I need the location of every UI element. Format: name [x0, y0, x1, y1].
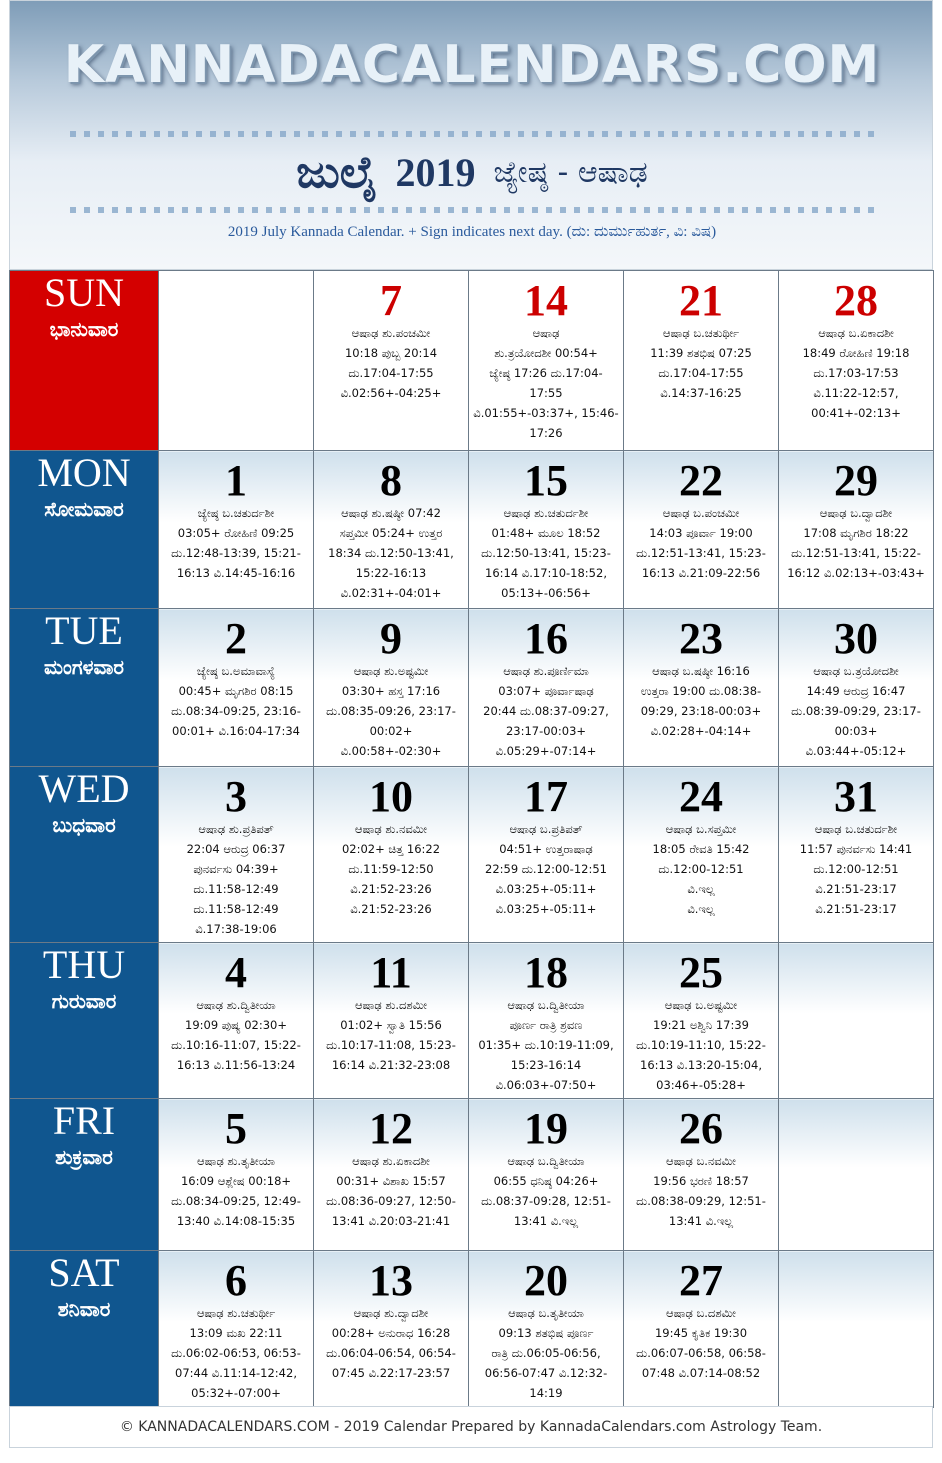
panchanga-details: ಆಷಾಢ ಬ.ಪ್ರತಿಪತ್ 04:51+ ಉತ್ತರಾಷಾಢ 22:59 ದು.12:00-12:51 ವಿ.03:25+-05:11+ ವಿ.03:25+-05:11+ — [485, 822, 607, 916]
calendar-grid — [9, 270, 934, 1408]
panchanga-details: ಆಷಾಢ ಶು.ದ್ವಾದಶೀ 00:28+ ಅನುರಾಧ 16:28 ದು.06:04-06:54, 06:54- 07:45 ವಿ.22:17-23:57 — [326, 1306, 456, 1380]
panchanga-details: ಆಷಾಢ ಶು.ತೃತೀಯಾ 16:09 ಆಶ್ಲೇಷ 00:18+ ದು.08:34-09:25, 12:49- 13:40 ವಿ.14:08-15:35 — [171, 1154, 301, 1228]
panchanga-details: ಆಷಾಢ ಶು.ದಶಮೀ 01:02+ ಸ್ವಾತಿ 15:56 ದು.10:17-11:08, 15:23- 16:14 ವಿ.21:32-23:08 — [326, 998, 456, 1072]
weekday-header-thu — [10, 943, 159, 1099]
panchanga-details: ಆಷಾಢ ಶು.ಪಂಚಮೀ 10:18 ಪುಬ್ಬ 20:14 ದು.17:04-17:55 ವಿ.02:56+-04:25+ — [340, 326, 442, 400]
day-cell — [469, 1251, 624, 1408]
lunar-months: ಜ್ಯೇಷ್ಠ - ಆಷಾಢ — [493, 155, 648, 190]
calendar-subtitle: 2019 July Kannada Calendar. + Sign indicates next day. (ದು: ದುರ್ಮುಹುರ್ತ, ವಿ: ವಿಷ) — [227, 224, 717, 240]
day-cell — [314, 943, 469, 1099]
panchanga-details: ಆಷಾಢ ಬ.ದ್ವಿತೀಯಾ ಪೂರ್ಣ ರಾತ್ರಿ ಶ್ರವಣ 01:35+ ದು.10:19-11:09, 15:23-16:14 ವಿ.06:03+-07:50+ — [478, 998, 614, 1092]
day-number: 29 — [834, 456, 878, 505]
empty-cell — [159, 271, 314, 451]
day-cell — [624, 767, 779, 943]
day-cell — [469, 271, 624, 451]
day-number: 1 — [225, 456, 247, 505]
week-row-sat — [10, 1251, 934, 1408]
panchanga-details: ಆಷಾಢ ಶು.ಪೂರ್ಣಿಮಾ 03:07+ ಪೂರ್ವಾಷಾಢ 20:44 ದು.08:37-09:27, 23:17-00:03+ ವಿ.05:29+-07:14+ — [483, 664, 609, 758]
day-cell — [314, 609, 469, 767]
panchanga-details: ಆಷಾಢ ಬ.ಚತುರ್ದಶೀ 11:57 ಪುನರ್ವಸು 14:41 ದು.12:00-12:51 ವಿ.21:51-23:17 ವಿ.21:51-23:17 — [799, 822, 913, 916]
day-number: 21 — [679, 276, 723, 325]
day-cell — [469, 609, 624, 767]
site-title: KANNADACALENDARS.COM — [63, 35, 881, 95]
panchanga-details: ಆಷಾಢ ಬ.ದ್ವಾದಶೀ 17:08 ಮೃಗಶಿರ 18:22 ದು.12:51-13:41, 15:22- 16:12 ವಿ.02:13+-03:43+ — [787, 506, 925, 580]
panchanga-details: ಆಷಾಢ ಶು.ಅಷ್ಟಮೀ 03:30+ ಹಸ್ತ 17:16 ದು.08:35-09:26, 23:17- 00:02+ ವಿ.00:58+-02:30+ — [326, 664, 456, 758]
weekday-kannada: ಸೋಮವಾರ — [44, 497, 124, 521]
day-number: 13 — [369, 1256, 413, 1305]
day-number: 23 — [679, 614, 723, 663]
day-number: 25 — [679, 948, 723, 997]
day-cell — [624, 271, 779, 451]
panchanga-details: ಆಷಾಢ ಬ.ಪಂಚಮೀ 14:03 ಪೂರ್ವಾ 19:00 ದು.12:51-13:41, 15:23- 16:13 ವಿ.21:09-22:56 — [636, 506, 766, 580]
panchanga-details: ಆಷಾಢ ಶು.ಷಷ್ಠೀ 07:42 ಸಪ್ತಮೀ 05:24+ ಉತ್ತರ 18:34 ದು.12:50-13:41, 15:22-16:13 ವಿ.02:31+-04:01+ — [328, 506, 454, 600]
week-row-thu — [10, 943, 934, 1099]
day-number: 15 — [524, 456, 568, 505]
day-number: 27 — [679, 1256, 723, 1305]
day-cell — [159, 1251, 314, 1408]
day-cell — [159, 609, 314, 767]
day-number: 4 — [225, 948, 247, 997]
panchanga-details: ಆಷಾಢ ಬ.ಏಕಾದಶೀ 18:49 ರೋಹಿಣಿ 19:18 ದು.17:03-17:53 ವಿ.11:22-12:57, 00:41+-02:13+ — [802, 326, 910, 420]
panchanga-details: ಆಷಾಢ ಶು.ಚತುರ್ದಶೀ 01:48+ ಮೂಲ 18:52 ದು.12:50-13:41, 15:23- 16:14 ವಿ.17:10-18:52, 05:13+-06:56+ — [481, 506, 611, 600]
year: 2019 — [395, 150, 476, 195]
day-cell — [624, 451, 779, 609]
week-row-tue — [10, 609, 934, 767]
empty-cell — [779, 1099, 934, 1251]
day-number: 20 — [524, 1256, 568, 1305]
day-cell — [159, 943, 314, 1099]
day-number: 2 — [225, 614, 247, 663]
weekday-kannada: ಬುಧವಾರ — [52, 813, 116, 837]
weekday-header-wed — [10, 767, 159, 943]
weekday-english: FRI — [52, 1098, 116, 1143]
footer-credit: © KANNADACALENDARS.COM - 2019 Calendar Prepared by KannadaCalendars.com Astrology Team. — [9, 1406, 933, 1448]
panchanga-details: ಆಷಾಢ ಬ.ದ್ವಿತೀಯಾ 06:55 ಧನಿಷ್ಠ 04:26+ ದು.08:37-09:28, 12:51- 13:41 ವಿ.ಇಲ್ಲ — [481, 1154, 611, 1228]
panchanga-details: ಆಷಾಢ ಶು.ತ್ರಯೋದಶೀ 00:54+ ಜ್ಯೇಷ್ಠ 17:26 ದು.17:04- 17:55 ವಿ.01:55+-03:37+, 15:46- 17:26 — [473, 326, 619, 440]
panchanga-details: ಆಷಾಢ ಶು.ಪ್ರತಿಪತ್ 22:04 ಆರುದ್ರ 06:37 ಪುನರ್ವಸು 04:39+ ದು.11:58-12:49 ದು.11:58-12:49 ವಿ.17:38-19:06 — [186, 822, 286, 936]
calendar-header — [9, 0, 933, 270]
day-cell — [159, 451, 314, 609]
day-cell — [624, 1099, 779, 1251]
day-number: 14 — [524, 276, 568, 325]
weekday-english: WED — [38, 766, 130, 811]
panchanga-details: ಆಷಾಢ ಬ.ಷಷ್ಠೀ 16:16 ಉತ್ತರಾ 19:00 ದು.08:38- 09:29, 23:18-00:03+ ವಿ.02:28+-04:14+ — [640, 664, 762, 738]
weekday-kannada: ಗುರುವಾರ — [51, 989, 117, 1013]
day-number: 9 — [380, 614, 402, 663]
weekday-english: SUN — [43, 270, 125, 315]
day-cell — [314, 1099, 469, 1251]
panchanga-details: ಆಷಾಢ ಬ.ಅಷ್ಟಮೀ 19:21 ಅಶ್ವಿನಿ 17:39 ದು.10:19-11:10, 15:22- 16:13 ವಿ.13:20-15:04, 03:46+-05:28+ — [636, 998, 766, 1092]
day-cell — [314, 767, 469, 943]
day-cell — [624, 943, 779, 1099]
day-number: 18 — [524, 948, 568, 997]
weekday-header-sun — [10, 271, 159, 451]
day-cell — [779, 609, 934, 767]
day-cell — [469, 767, 624, 943]
panchanga-details: ಆಷಾಢ ಶು.ಏಕಾದಶೀ 00:31+ ವಿಶಾಖ 15:57 ದು.08:36-09:27, 12:50- 13:41 ವಿ.20:03-21:41 — [326, 1154, 456, 1228]
month-name: ಜುಲೈ — [296, 147, 378, 198]
day-number: 24 — [679, 772, 723, 821]
empty-cell — [779, 1251, 934, 1408]
day-number: 6 — [225, 1256, 247, 1305]
month-title — [10, 147, 933, 198]
weekday-kannada: ಭಾನುವಾರ — [49, 317, 119, 341]
day-cell — [779, 767, 934, 943]
decorative-border-bottom — [70, 207, 874, 213]
weekday-english: TUE — [45, 608, 123, 653]
weekday-kannada: ಶನಿವಾರ — [57, 1297, 111, 1321]
panchanga-details: ಜ್ಯೇಷ್ಠ ಬ.ಅಮಾವಾಸ್ಯೆ 00:45+ ಮೃಗಶಿರ 08:15 ದು.08:34-09:25, 23:16- 00:01+ ವಿ.16:04-17:34 — [171, 664, 301, 738]
panchanga-details: ಆಷಾಢ ಬ.ದಶಮೀ 19:45 ಕೃತಿಕ 19:30 ದು.06:07-06:58, 06:58- 07:48 ವಿ.07:14-08:52 — [636, 1306, 766, 1380]
day-number: 7 — [380, 276, 402, 325]
week-row-mon — [10, 451, 934, 609]
day-cell — [779, 271, 934, 451]
week-row-sun — [10, 271, 934, 451]
panchanga-details: ಆಷಾಢ ಶು.ಚತುರ್ಥೀ 13:09 ಮಖ 22:11 ದು.06:02-06:53, 06:53- 07:44 ವಿ.11:14-12:42, 05:32+-07:00+ — [171, 1306, 301, 1400]
weekday-header-tue — [10, 609, 159, 767]
weekday-header-fri — [10, 1099, 159, 1251]
weekday-english: SAT — [48, 1250, 120, 1295]
panchanga-details: ಜ್ಯೇಷ್ಠ ಬ.ಚತುರ್ದಶೀ 03:05+ ರೋಹಿಣಿ 09:25 ದು.12:48-13:39, 15:21- 16:13 ವಿ.14:45-16:16 — [171, 506, 301, 580]
day-number: 10 — [369, 772, 413, 821]
day-number: 22 — [679, 456, 723, 505]
day-number: 26 — [679, 1104, 723, 1153]
panchanga-details: ಆಷಾಢ ಬ.ಚತುರ್ಥೀ 11:39 ಶತಭಿಷ 07:25 ದು.17:04-17:55 ವಿ.14:37-16:25 — [650, 326, 752, 400]
day-cell — [159, 1099, 314, 1251]
day-number: 16 — [524, 614, 568, 663]
day-cell — [779, 451, 934, 609]
day-cell — [624, 1251, 779, 1408]
day-number: 30 — [834, 614, 878, 663]
panchanga-details: ಆಷಾಢ ಬ.ನವಮೀ 19:56 ಭರಣಿ 18:57 ದು.08:38-09:29, 12:51- 13:41 ವಿ.ಇಲ್ಲ — [636, 1154, 766, 1228]
day-number: 5 — [225, 1104, 247, 1153]
day-number: 12 — [369, 1104, 413, 1153]
day-cell — [159, 767, 314, 943]
day-cell — [314, 451, 469, 609]
panchanga-details: ಆಷಾಢ ಬ.ತೃತೀಯಾ 09:13 ಶತಭಿಷ ಪೂರ್ಣ ರಾತ್ರಿ ದು.06:05-06:56, 06:56-07:47 ವಿ.12:32- 14:19 — [484, 1306, 608, 1400]
panchanga-details: ಆಷಾಢ ಶು.ದ್ವಿತೀಯಾ 19:09 ಪುಷ್ಯ 02:30+ ದು.10:16-11:07, 15:22- 16:13 ವಿ.11:56-13:24 — [171, 998, 301, 1072]
day-number: 3 — [225, 772, 247, 821]
day-cell — [314, 1251, 469, 1408]
day-cell — [469, 943, 624, 1099]
day-number: 8 — [380, 456, 402, 505]
day-number: 31 — [834, 772, 878, 821]
day-cell — [469, 1099, 624, 1251]
weekday-header-sat — [10, 1251, 159, 1408]
day-number: 28 — [834, 276, 878, 325]
calendar-page — [9, 0, 933, 1463]
day-number: 11 — [370, 948, 412, 997]
week-row-fri — [10, 1099, 934, 1251]
week-row-wed — [10, 767, 934, 943]
panchanga-details: ಆಷಾಢ ಶು.ನವಮೀ 02:02+ ಚಿತ್ತ 16:22 ದು.11:59-12:50 ವಿ.21:52-23:26 ವಿ.21:52-23:26 — [341, 822, 441, 916]
panchanga-details: ಆಷಾಢ ಬ.ತ್ರಯೋದಶೀ 14:49 ಆರುದ್ರ 16:47 ದು.08:39-09:29, 23:17- 00:03+ ವಿ.03:44+-05:12+ — [791, 664, 921, 758]
day-cell — [314, 271, 469, 451]
day-number: 17 — [524, 772, 568, 821]
weekday-english: MON — [37, 450, 131, 495]
day-number: 19 — [524, 1104, 568, 1153]
day-cell — [624, 609, 779, 767]
weekday-kannada: ಮಂಗಳವಾರ — [43, 655, 125, 679]
panchanga-details: ಆಷಾಢ ಬ.ಸಪ್ತಮೀ 18:05 ರೇವತಿ 15:42 ದು.12:00-12:51 ವಿ.ಇಲ್ಲ ವಿ.ಇಲ್ಲ — [652, 822, 750, 916]
decorative-border-top — [70, 131, 874, 137]
empty-cell — [779, 943, 934, 1099]
weekday-header-mon — [10, 451, 159, 609]
day-cell — [469, 451, 624, 609]
weekday-kannada: ಶುಕ್ರವಾರ — [55, 1145, 113, 1169]
weekday-english: THU — [42, 942, 126, 987]
